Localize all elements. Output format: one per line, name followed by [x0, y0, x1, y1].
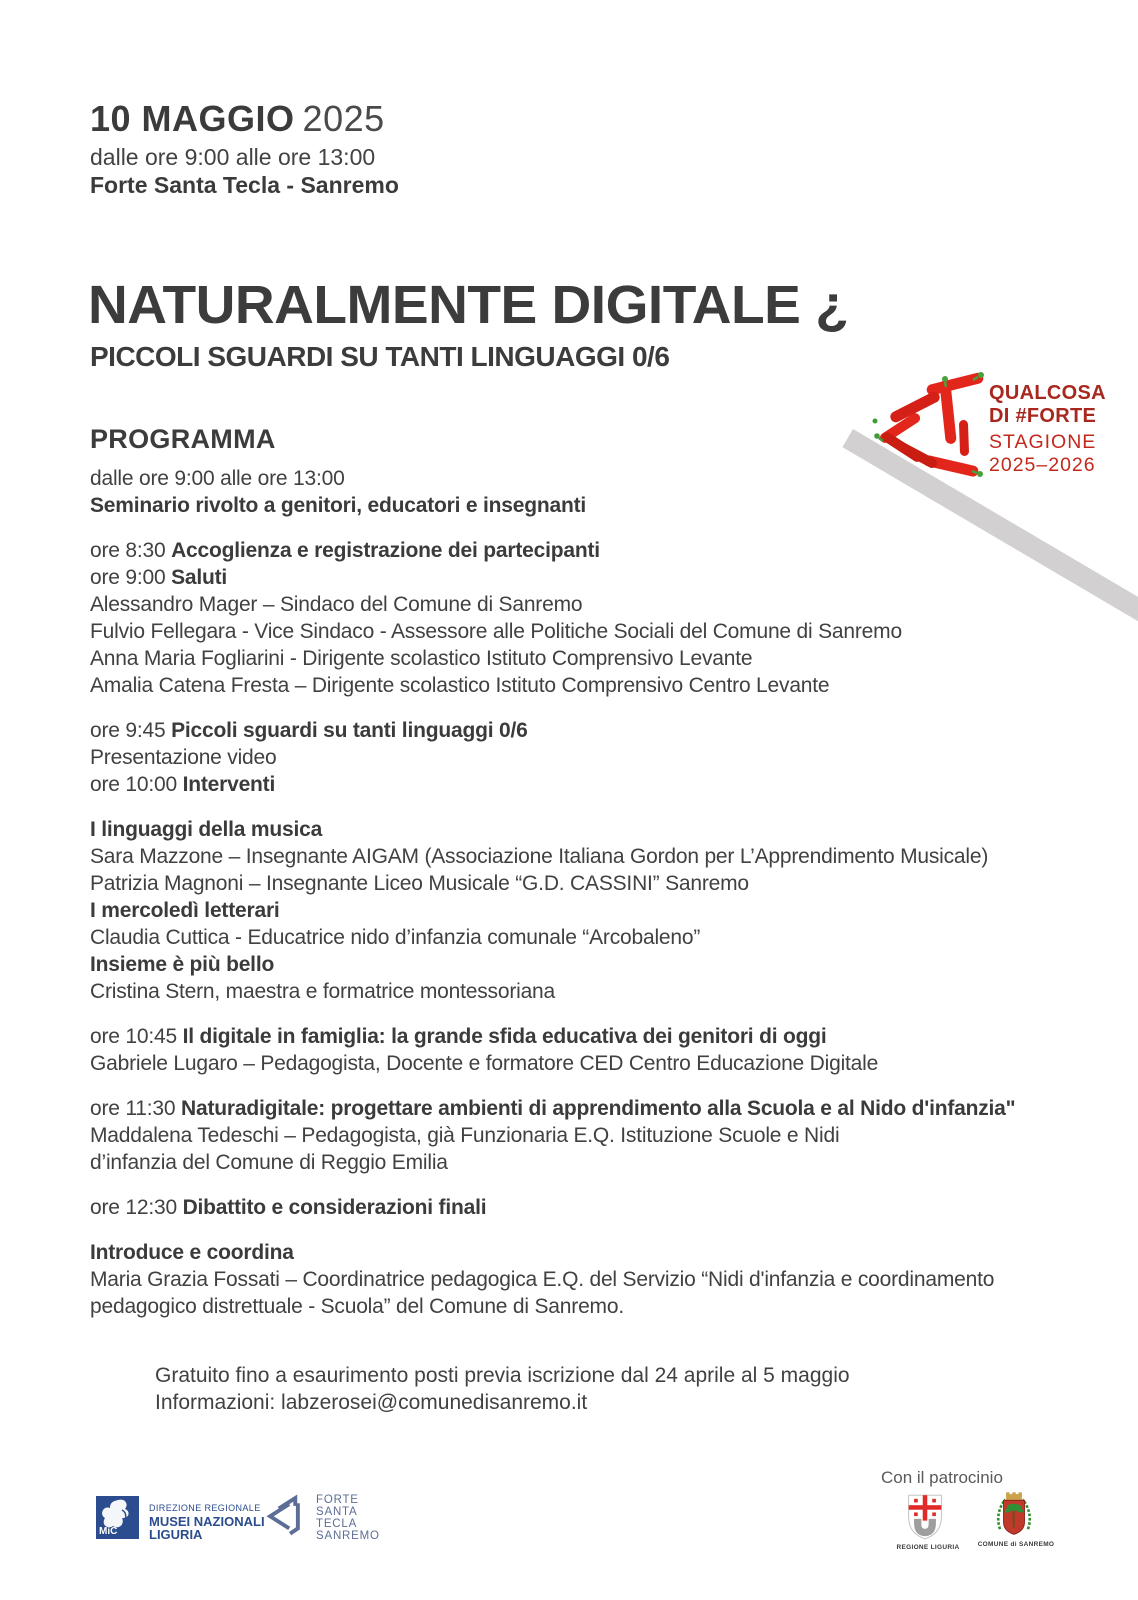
page-subtitle: PICCOLI SGUARDI SU TANTI LINGUAGGI 0/6 [90, 341, 670, 372]
program-line: ore 9:00 Saluti [90, 566, 228, 589]
mic-caption-line3: LIGURIA [149, 1527, 203, 1542]
program-line: I linguaggi della musica [90, 818, 323, 841]
comune-di-sanremo-label: COMUNE di SANREMO [977, 1541, 1055, 1548]
program-line: Anna Maria Fogliarini - Dirigente scolastico Istituto Comprensivo Levante [90, 647, 753, 670]
program-line: Sara Mazzone – Insegnante AIGAM (Associazione Italiana Gordon per L’Apprendimento Musicale) [90, 845, 989, 868]
program-line: ore 8:30 Accoglienza e registrazione dei partecipanti [90, 539, 600, 562]
registration-info [155, 1362, 850, 1416]
program-list [90, 465, 1015, 1320]
program-line: Maddalena Tedeschi – Pedagogista, già Funzionaria E.Q. Istituzione Scuole e Nidi [90, 1124, 840, 1147]
mic-caption-line1: DIREZIONE REGIONALE [149, 1503, 261, 1513]
mic-logo [96, 1496, 139, 1539]
program-line: Gabriele Lugaro – Pedagogista, Docente e formatore CED Centro Educazione Digitale [90, 1052, 879, 1075]
program-heading: PROGRAMMA [90, 424, 276, 454]
mic-caption [149, 1502, 265, 1541]
event-date [90, 98, 385, 140]
program-line: ore 10:45 Il digitale in famiglia: la grande sfida educativa dei genitori di oggi [90, 1025, 827, 1048]
program-line: Presentazione video [90, 746, 277, 769]
season-logo-line3: STAGIONE [989, 431, 1097, 453]
comune-di-sanremo-crest [993, 1491, 1037, 1546]
program-line: Cristina Stern, maestra e formatrice montessoriana [90, 980, 556, 1003]
event-time: dalle ore 9:00 alle ore 13:00 [90, 144, 376, 170]
program-line: Introduce e coordina [90, 1241, 294, 1264]
program-line: Claudia Cuttica - Educatrice nido d’infanzia comunale “Arcobaleno” [90, 926, 701, 949]
program-line: Insieme è più bello [90, 953, 275, 976]
program-line: Seminario rivolto a genitori, educatori e insegnanti [90, 494, 587, 517]
event-date-year: 2025 [302, 98, 385, 139]
program-line: Maria Grazia Fossati – Coordinatrice pedagogica E.Q. del Servizio “Nidi d'infanzia e coordinamento [90, 1268, 995, 1291]
program-line: Alessandro Mager – Sindaco del Comune di Sanremo [90, 593, 583, 616]
mic-caption-line2: MUSEI NAZIONALI [149, 1514, 265, 1529]
forte-caption-line: TECLA [316, 1518, 358, 1530]
event-date-day: 10 MAGGIO [90, 98, 295, 139]
program-line: ore 9:45 Piccoli sguardi su tanti linguaggi 0/6 [90, 719, 528, 742]
patronage-label: Con il patrocinio [881, 1468, 1003, 1487]
regione-liguria-crest [905, 1491, 949, 1548]
program-line: ore 12:30 Dibattito e considerazioni finali [90, 1196, 487, 1219]
chili-peppers-triangle-icon [845, 358, 985, 488]
program-line: Amalia Catena Fresta – Dirigente scolastico Istituto Comprensivo Centro Levante [90, 674, 830, 697]
program-line: I mercoledì letterari [90, 899, 280, 922]
forte-caption-line: SANREMO [316, 1530, 380, 1542]
forte-caption-line: FORTE [316, 1494, 359, 1506]
mic-logo-text: MiC [99, 1526, 118, 1537]
program-line: d’infanzia del Comune di Reggio Emilia [90, 1151, 448, 1174]
forte-santa-tecla-caption [316, 1494, 380, 1542]
season-logo-text [989, 382, 1106, 477]
event-location: Forte Santa Tecla - Sanremo [90, 172, 399, 198]
program-line: dalle ore 9:00 alle ore 13:00 [90, 467, 345, 490]
regione-liguria-label: REGIONE LIGURIA [896, 1544, 960, 1551]
program-line: pedagogico distrettuale - Scuola” del Comune di Sanremo. [90, 1295, 624, 1318]
season-logo-line2: DI #FORTE [989, 405, 1097, 427]
forte-caption-line: SANTA [316, 1506, 358, 1518]
season-logo-line1: QUALCOSA [989, 382, 1106, 404]
program-line: ore 10:00 Interventi [90, 773, 276, 796]
program-line: Patrizia Magnoni – Insegnante Liceo Musicale “G.D. CASSINI” Sanremo [90, 872, 749, 895]
registration-email-line: Informazioni: labzerosei@comunedisanremo.it [155, 1391, 588, 1414]
program-line: ore 11:30 Naturadigitale: progettare ambienti di apprendimento alla Scuola e al Nido d'infanzia" [90, 1097, 1016, 1120]
registration-info-line: Gratuito fino a esaurimento posti previa iscrizione dal 24 aprile al 5 maggio [155, 1364, 850, 1387]
forte-santa-tecla-logo-icon [258, 1490, 310, 1546]
program-line: Fulvio Fellegara - Vice Sindaco - Assessore alle Politiche Sociali del Comune di Sanremo [90, 620, 902, 643]
season-logo-line4: 2025–2026 [989, 454, 1096, 476]
page-title: NATURALMENTE DIGITALE ¿ [88, 275, 849, 335]
